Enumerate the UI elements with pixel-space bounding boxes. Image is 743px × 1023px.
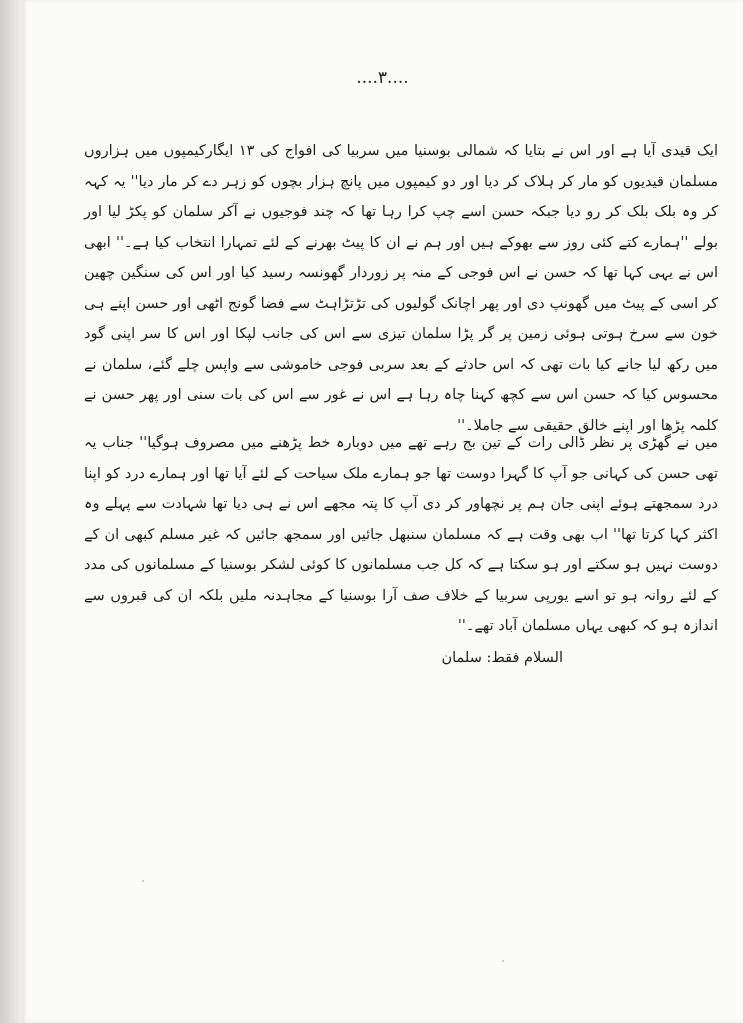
page-number: ....۳.... [356,68,409,88]
document-page [22,0,743,1023]
scan-speck [142,880,144,882]
scan-speck [502,960,504,962]
paragraph-2: میں نے گھڑی پر نظر ڈالی رات کے تین بج رہے تھے میں دوبارہ خط پڑھنے میں مصروف ہوگیا'' جناب یہ تھی حسن کی کہانی جو آپ کا گہرا دوست تھا جو ہمارے ملک سیاحت کے لئے آیا تھا اور ہمارے درد کو اپنا درد سمجھتے ہوئے اپنی جان ہم پر نچھاور کر دی آپ کا پتہ مجھے اس نے ہی دیا تھا شہادت سے پہلے وہ اکثر کہا کرتا تھا'' اب بھی وقت ہے کہ مسلمان سنبھل جائیں اور سمجھ جائیں کہ غیر مسلم کبھی ان کے دوست نہیں ہو سکتے اور ہو سکتا ہے کہ کل جب مسلمانوں کا کوئی لشکر بوسنیا کے مسلمانوں کی مدد کے لئے روانہ ہو تو اسے یورپی سربیا کے خلاف صف آرا بوسنیا کے مجاہدنہ ملیں بلکہ ان کی قبروں سے اندازہ ہو کہ کبھی یہاں مسلمان آباد تھے۔'' [84,435,718,634]
paragraph-1: ایک قیدی آیا ہے اور اس نے بتایا کہ شمالی بوسنیا میں سربیا کی افواج کی ۱۳ ایگارکیمپوں میں ہزاروں مسلمان قیدیوں کو مار کر ہلاک کر دیا اور دو کیمپوں میں پانچ ہزار بچوں کو زہر دے کر مار دیا'' یہ کہہ کر وہ بلک بلک کر رو دیا جبکہ حسن اسے چپ کرا رہا تھا کہ چند فوجیوں نے آکر سلمان کو پکڑ لیا اور بولے ''ہمارے کتے کئی روز سے بھوکے ہیں اور ہم نے ان کا پیٹ بھرنے کے لئے تمہارا انتخاب کیا ہے۔'' ابھی اس نے یہی کہا تھا کہ حسن نے اس فوجی کے منہ پر زوردار گھونسہ رسید کیا اور اس کی سنگین چھین کر اسی کے پیٹ میں گھونپ دی اور پھر اچانک گولیوں کی تڑتڑاہٹ سے فضا گونج اٹھی اور حسن اپنے ہی خون سے سرخ ہوتی ہوئی زمین پر گر پڑا سلمان تیزی سے اس کی جانب لپکا اور اس کا سر اپنی گود میں رکھ لیا جانے کیا بات تھی کہ اس حادثے کے بعد سربی فوجی خاموشی سے واپس چلے گئے، سلمان نے محسوس کیا کہ حسن اس سے کچھ کہنا چاہ رہا ہے اس نے غور سے اس کی بات سنی اور پھر حسن نے کلمہ پڑھا اور اپنے خالق حقیقی سے جاملا۔'' [84,143,719,434]
closing-signature: السلام فقط: سلمان [441,650,563,666]
scan-edge-strip [0,0,22,1023]
